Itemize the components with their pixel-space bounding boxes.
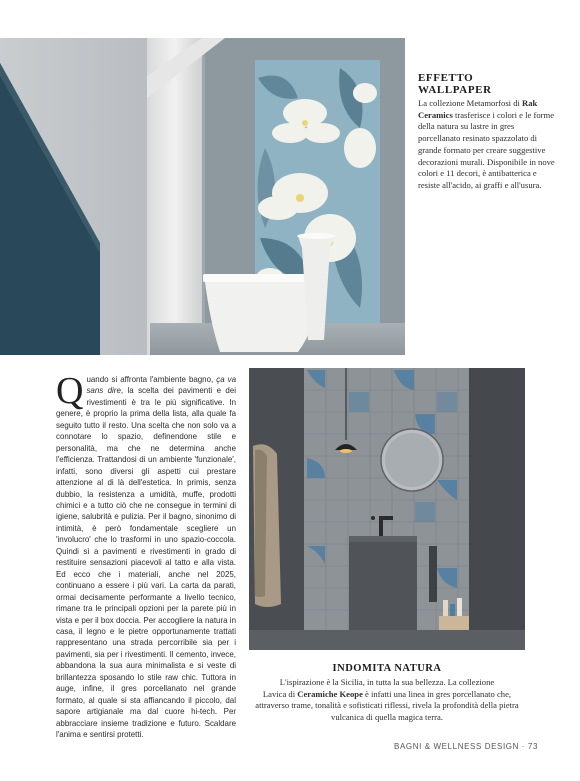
caption-body [249,677,525,724]
caption-title-line2: WALLPAPER [418,84,492,96]
photo-metamorfosi-bathroom [0,38,405,355]
page-footer: BAGNI & WELLNESS DESIGN · 73 [394,742,538,751]
caption-title [418,72,558,96]
caption-title-line1: EFFETTO [418,72,474,84]
caption-effetto-wallpaper [418,72,558,192]
caption-indomita-natura [249,663,525,724]
article-intro-italic: ça va sans dire [86,375,236,396]
caption-text-before: Lavica di [262,688,298,699]
caption-text-after: è infatti una linea in gres porcellanato che, attraverso trame, tonalità e sofisticati riflessi, rivela la profondità della pietra vulcanica di quella magica terra. [255,688,519,723]
article-body [56,370,237,741]
caption-title: INDOMITA NATURA [332,663,442,674]
caption-text-before: La collezione Metamorfosi di [418,98,523,108]
caption-body [418,98,558,192]
article-paragraph: , la scelta dei pavimenti e dei rivestimenti è tra le più significative. In genere, è proprio la prima della lista, alla quale fa seguito tutto il resto. Una scelta che non solo va a connotare lo spazio, definendone stile e personalità, ma che ne determina anche l'efficienza. Trattandosi di un ambiente 'funzionale', infatti, sono diversi gli aspetti cui prestare attenzione al di là dell'estetica. In primis, senza dubbio, la resistenza a umidità, muffe, prodotti chimici e a tutto ciò che ne consegue in termini di igiene, salubrità e pulizia. Per il bagno, sinonimo di intimità, è però fondamentale scegliere un 'involucro' che lo trasformi in uno spazio-coccola. Quindi sì a pavimenti e rivestimenti in grado di restituire sensazioni piacevoli al tatto e alla vista. Ed ecco che i materiali, anche nel 2025, continuano a essere i più vari. La carta da parati, ormai decisamente performante a livello tecnico, rimane tra le principali opzioni per la parete più in vista e per il box doccia. Per accogliere la natura in casa, il legno e le pietre opportunamente trattati rappresentano una strada percorribile sia per i pavimenti, sia per i rivestimenti. Il cemento, invece, abbandona la sua aura minimalista e si veste di brillantezza sposando lo stile raw chic. Tuttora in auge, infine, il gres porcellanato nel grande formato, al quale si sta affiancando il piccolo, dal sapore artigianale ma dal cuore hi-tech. Per abbracciare insieme tradizione e futuro. Scaldare l'anima e sentirsi protetti. [56,386,237,740]
caption-text-after: trasferisce i colori e le forme della natura su lastre in gres porcellanato resinato spazzolato di grande formato per creare suggestive decorazioni murali. Disponibile in nove colori e 11 decori, è antibatterica e resiste all'acido, ai graffi e all'usura. [418,109,555,190]
caption-brand: Rak Ceramics [418,98,538,120]
drop-cap: Q [56,370,84,412]
caption-line1: L'ispirazione è la Sicilia, in tutta la sua bellezza. La collezione [279,677,495,687]
caption-brand: Ceramiche Keope [297,688,363,699]
article-intro: uando si affronta l'ambiente bagno, [86,375,217,384]
photo-lavica-bathroom [249,368,525,650]
